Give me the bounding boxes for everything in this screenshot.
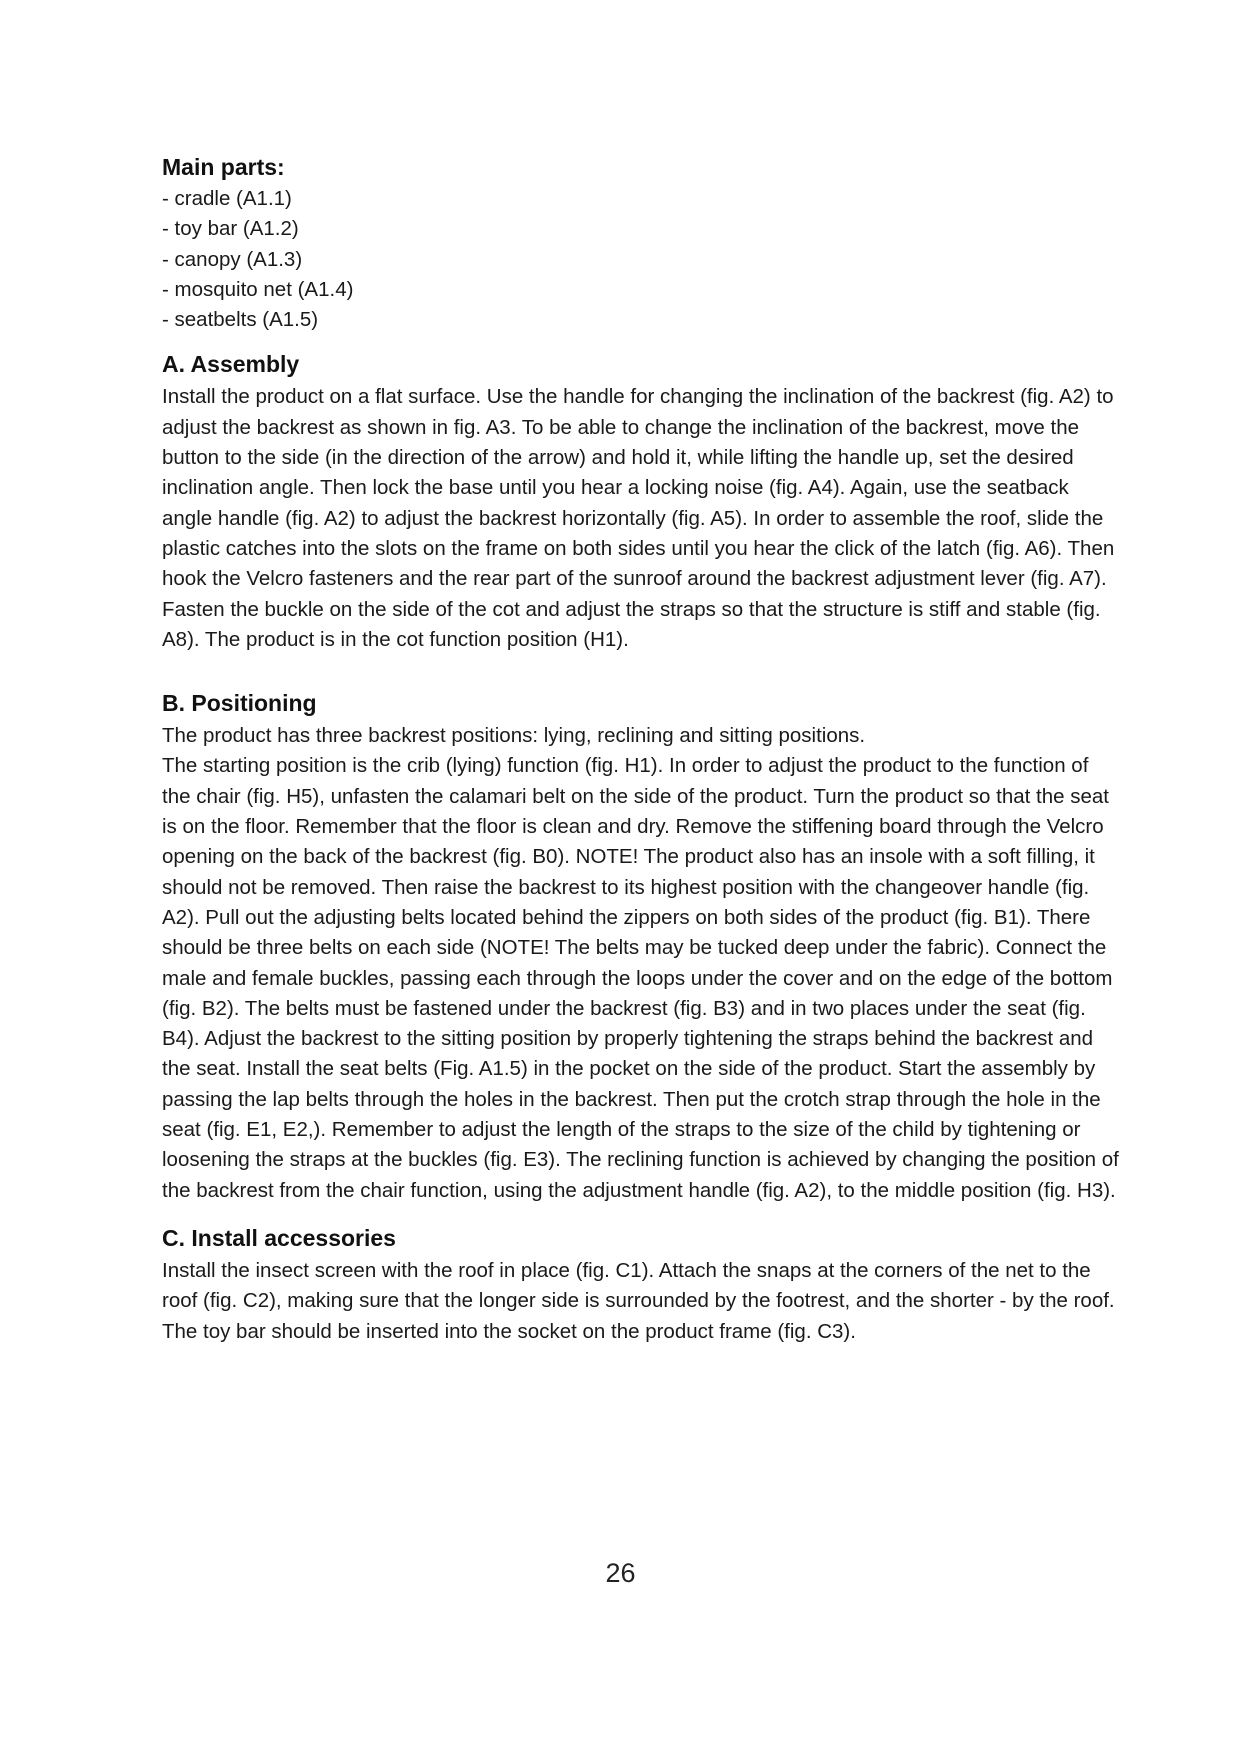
main-parts-list — [162, 184, 1122, 335]
accessories-paragraph: Install the insect screen with the roof in place (fig. C1). Attach the snaps at the corners of the net to the roof (fig. C2), making sure that the longer side is surrounded by the footrest, and the shorter - by the roof. — [162, 1258, 1115, 1313]
main-parts-heading: Main parts: — [162, 154, 285, 180]
accessories-heading: C. Install accessories — [162, 1224, 396, 1251]
main-parts-section — [162, 150, 1122, 335]
page-content — [162, 150, 1122, 1347]
accessories-section — [162, 1220, 1122, 1347]
list-item: - toy bar (A1.2) — [162, 217, 299, 241]
accessories-paragraph: The toy bar should be inserted into the socket on the product frame (fig. C3). — [162, 1319, 856, 1343]
assembly-heading: A. Assembly — [162, 351, 300, 378]
positioning-heading: B. Positioning — [162, 690, 317, 717]
list-item: - canopy (A1.3) — [162, 247, 303, 271]
positioning-paragraph: The product has three backrest positions: lying, reclining and sitting positions. — [162, 724, 866, 748]
positioning-paragraph: The starting position is the crib (lying) function (fig. H1). In order to adjust the product to the function of the chair (fig. H5), unfasten the calamari belt on the side of the product. Turn the product so that the seat is on the floor. Remember that the floor is clean and dry. Remove the stiffening board through the Velcro opening on the back of the backrest (fig. B0). NOTE! The product also has an insole with a soft filling, it should not be removed. Then raise the backrest to its highest position with the changeover handle (fig. A2). Pull out the adjusting belts located behind the zippers on both sides of the product (fig. B1). There should be three belts on each side (NOTE! The belts may be tucked deep under the fabric). Connect the male and female buckles, passing each through the loops under the cover and on the edge of the bottom (fig. B2). The belts must be fastened under the backrest (fig. B3) and in two places under the seat (fig. B4). Adjust the backrest to the sitting position by properly tightening the straps behind the backrest and the seat. Install the seat belts (Fig. A1.5) in the pocket on the side of the product. Start the assembly by passing the lap belts through the holes in the backrest. Then put the crotch strap through the hole in the seat (fig. E1, E2,). Remember to adjust the length of the straps to the size of the child by tightening or loosening the straps at the buckles (fig. E3). The reclining function is achieved by changing the position of the backrest from the chair function, using the adjustment handle (fig. A2), to the middle position (fig. H3). — [162, 754, 1119, 1202]
assembly-section — [162, 346, 1122, 655]
list-item: - cradle (A1.1) — [162, 187, 292, 210]
page-number: 26 — [605, 1558, 636, 1588]
assembly-text: Install the product on a flat surface. Use the handle for changing the inclination of the backrest (fig. A2) to adjust the backrest as shown in fig. A3. To be able to change the inclination of the backrest, move the button to the side (in the direction of the arrow) and hold it, while lifting the handle up, set the desired inclination angle. Then lock the base until you hear a locking noise (fig. A4). Again, use the seatback angle handle (fig. A2) to adjust the backrest horizontally (fig. A5). In order to assemble the roof, slide the plastic catches into the slots on the frame on both sides until you hear the click of the latch (fig. A6). Then hook the Velcro fasteners and the rear part of the sunroof around the backrest adjustment lever (fig. A7). Fasten the buckle on the side of the cot and adjust the straps so that the structure is stiff and stable (fig. A8). The product is in the cot function position (H1). — [162, 385, 1115, 651]
list-item: - seatbelts (A1.5) — [162, 308, 319, 332]
list-item: - mosquito net (A1.4) — [162, 277, 354, 301]
positioning-section — [162, 685, 1122, 1206]
